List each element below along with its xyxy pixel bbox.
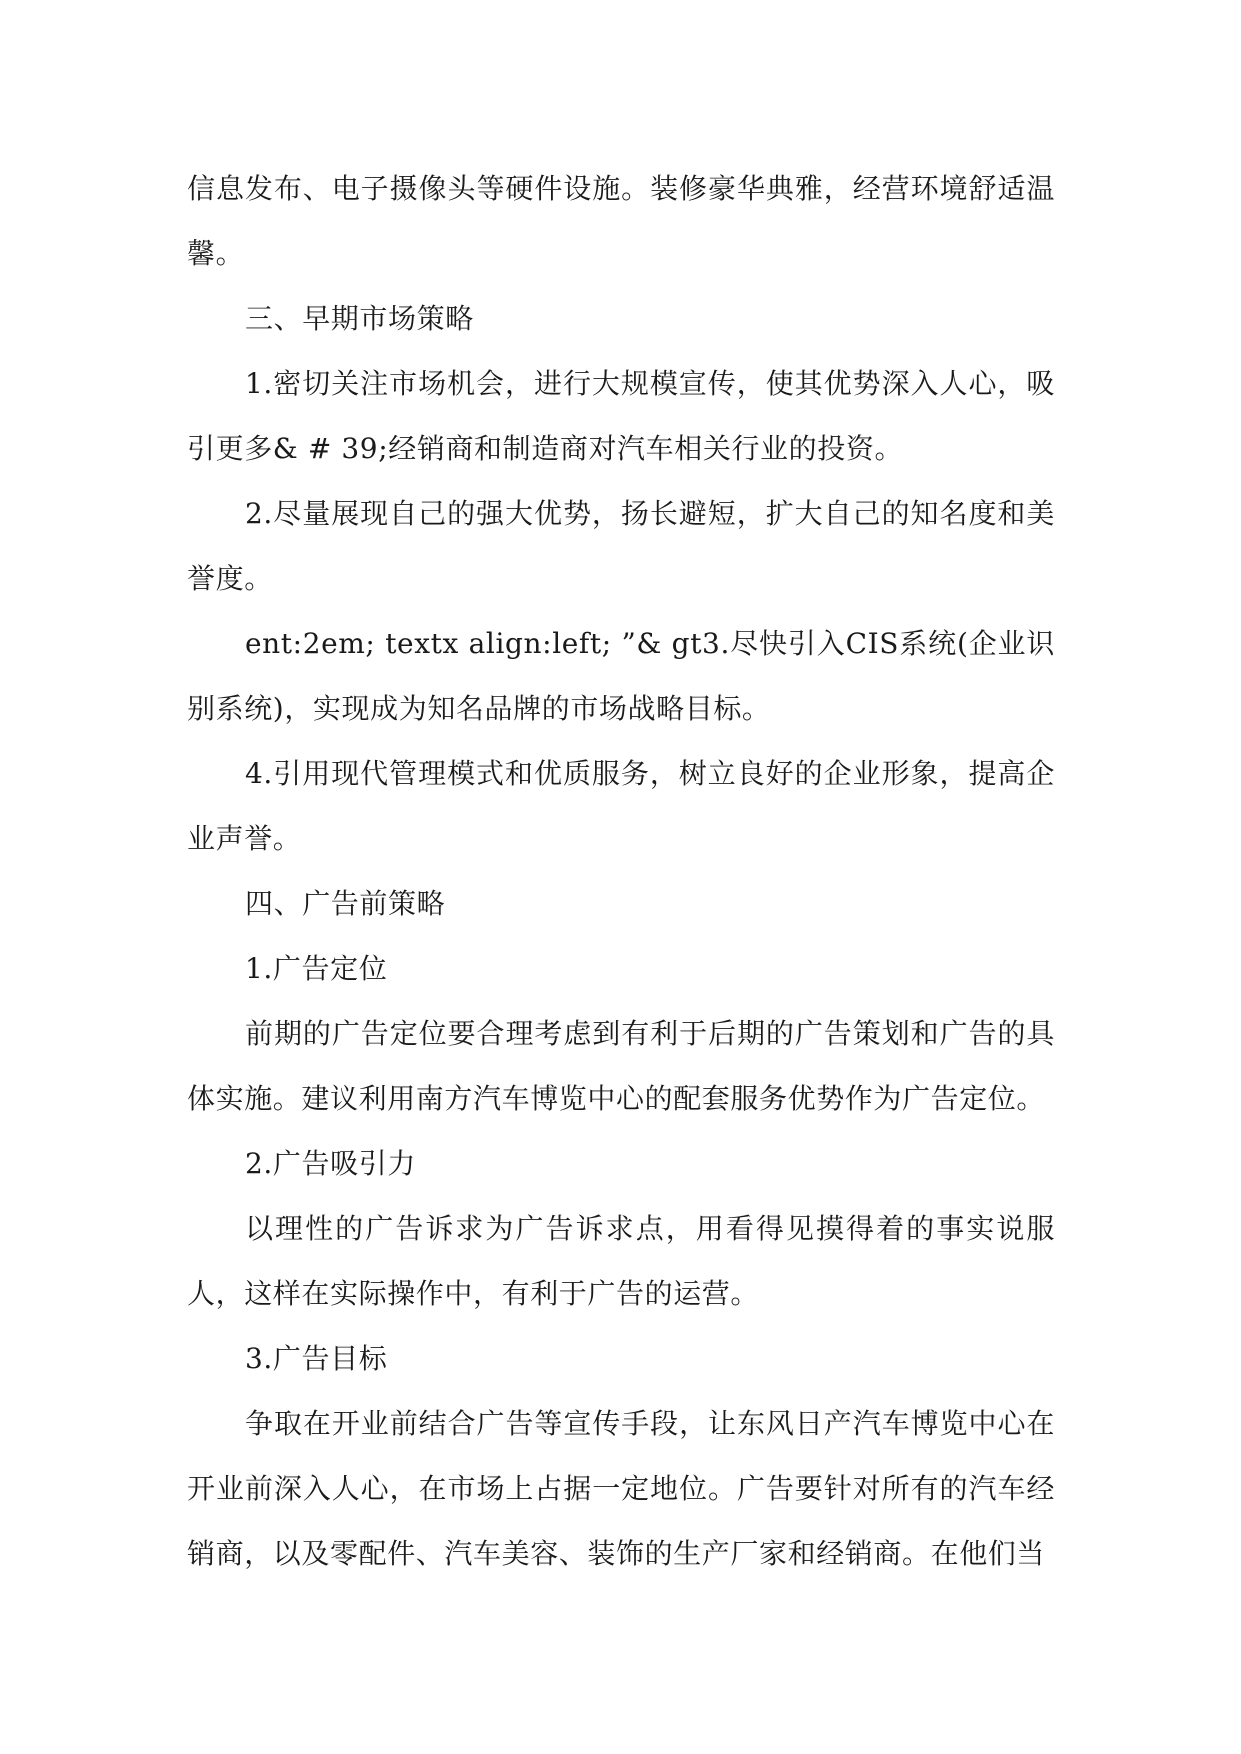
document-body bbox=[187, 156, 1055, 1586]
section-heading-3: 三、早期市场策略 bbox=[245, 302, 474, 335]
paragraph-4: 2.尽量展现自己的强大优势，扬长避短，扩大自己的知名度和美誉度。 bbox=[187, 497, 1055, 595]
subheading-ad-appeal: 2.广告吸引力 bbox=[245, 1147, 416, 1180]
paragraph-6: 4.引用现代管理模式和优质服务，树立良好的企业形象，提高企业声誉。 bbox=[187, 757, 1055, 855]
paragraph-13: 争取在开业前结合广告等宣传手段，让东风日产汽车博览中心在开业前深入人心，在市场上占据一定地位。广告要针对所有的汽车经销商，以及零配件、汽车美容、装饰的生产厂家和经销商。在他们当 bbox=[187, 1407, 1055, 1570]
subheading-ad-goal: 3.广告目标 bbox=[245, 1342, 388, 1375]
paragraph-9: 前期的广告定位要合理考虑到有利于后期的广告策划和广告的具体实施。建议利用南方汽车博览中心的配套服务优势作为广告定位。 bbox=[187, 1017, 1055, 1115]
paragraph-1: 信息发布、电子摄像头等硬件设施。装修豪华典雅，经营环境舒适温馨。 bbox=[187, 172, 1055, 270]
paragraph-3: 1.密切关注市场机会，进行大规模宣传，使其优势深入人心，吸引更多& # 39;经销商和制造商对汽车相关行业的投资。 bbox=[187, 367, 1055, 465]
subheading-ad-positioning: 1.广告定位 bbox=[245, 952, 388, 985]
paragraph-5: ent:2em; textx align:left; ”& gt3.尽快引入CIS系统(企业识别系统)，实现成为知名品牌的市场战略目标。 bbox=[187, 627, 1055, 725]
section-heading-4: 四、广告前策略 bbox=[245, 887, 446, 920]
paragraph-11: 以理性的广告诉求为广告诉求点，用看得见摸得着的事实说服人，这样在实际操作中，有利于广告的运营。 bbox=[187, 1212, 1055, 1310]
